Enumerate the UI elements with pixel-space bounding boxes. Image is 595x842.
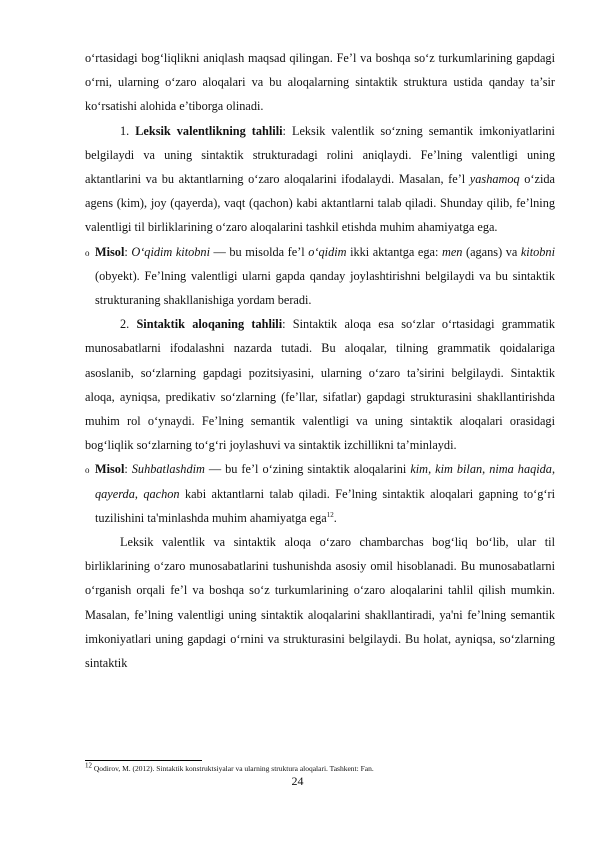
footnote-number: 12 bbox=[85, 761, 92, 770]
example-label: Misol bbox=[95, 244, 125, 259]
example-word: kim bbox=[410, 462, 429, 477]
footnote-reference[interactable]: 12 bbox=[326, 510, 334, 519]
separator: , bbox=[134, 486, 144, 501]
text-run: ikki aktantga ega: bbox=[346, 244, 442, 259]
text-run: — bu misolda fe’l bbox=[210, 244, 309, 259]
example-word: yashamoq bbox=[469, 172, 520, 187]
example-phrase: Suhbatlashdim bbox=[131, 462, 205, 477]
list-item-text: : Leksik valentlik so‘zning semantik imkoniyatlarini belgilaydi va uning sintaktik strukturadagi rolini aniqlaydi. Fe’lning valentligi uning aktantlarini va bu aktantlarning o‘zaro aloqalarini ifodalaydi. Masalan, fe’l bbox=[85, 123, 555, 187]
list-item-title: Leksik valentlikning tahlili bbox=[135, 123, 283, 138]
footnote-text: Qodirov, M. (2012). Sintaktik konstruktsiyalar va ularning struktura aloqalari. Tashkent: Fan. bbox=[92, 764, 374, 773]
text-run: . bbox=[333, 510, 337, 525]
example-phrase: O‘qidim kitobni bbox=[131, 244, 210, 259]
example-label: Misol bbox=[95, 462, 125, 477]
separator: , bbox=[551, 462, 556, 477]
list-item-2 bbox=[85, 312, 555, 457]
list-item-text: : Sintaktik aloqa esa so‘zlar o‘rtasidagi grammatik munosabatlarni ifodalashni nazarda tutadi. Bu aloqalar, tilning grammatik qoidalariga asoslanib, so‘zlarning gapdagi pozitsiyasini, ularning o‘zaro ta’sirini belgilaydi. Sintaktik aloqa, ayniqsa, predikativ so‘zlarning (fe’llar, sifatlar) gapdagi strukturasini shakllantirishda muhim rol o‘ynaydi. Fe’lning semantik valentligi va uning sintaktik aloqalari orasidagi bog‘liqlik so‘zlarning to‘g‘ri joylashuvi va sintaktik izchillikni ta’minlaydi. bbox=[85, 317, 555, 453]
example-word: o‘qidim bbox=[308, 244, 347, 259]
separator: , bbox=[482, 462, 490, 477]
bullet-icon: o bbox=[85, 247, 90, 258]
list-number: 1. bbox=[120, 123, 130, 138]
list-item-title: Sintaktik aloqaning tahlili bbox=[136, 317, 283, 332]
paragraph-intro-continued: o‘rtasidagi bog‘liqlikni aniqlash maqsad qilingan. Fe’l va boshqa so‘z turkumlarining gapdagi o‘rni, ularning o‘zaro aloqalari va bu aloqalarning sintaktik struktura ustida qanday ta’sir ko‘rsatishi alohida e’tiborga olinadi. bbox=[85, 51, 555, 114]
example-word: kim bilan bbox=[435, 462, 483, 477]
example-block-1 bbox=[85, 240, 555, 313]
text-run: — bu fe’l o‘zining sintaktik aloqalarini bbox=[204, 462, 411, 477]
example-word: kitobni bbox=[520, 244, 555, 259]
list-item-text-cont: o‘zida agens (kim), joy (qayerda), vaqt (qachon) kabi aktantlarni talab qiladi. Shunday qilib, fe’lning valentligi til birliklarining o‘zaro aloqalarini tashkil etishda muhim ahamiyatga ega. bbox=[85, 172, 555, 235]
text-run: (obyekt). Fe’lning valentligi ularni gapda qanday joylashtirishni belgilaydi va bu sintaktik strukturaning shakllanishiga yordam beradi. bbox=[95, 268, 555, 308]
paragraph-conclusion: Leksik valentlik va sintaktik aloqa o‘zaro chambarchas bog‘liq bo‘lib, ular til birliklarining o‘zaro munosabatlarini tushunishda asosiy omil hisoblanadi. Bu munosabatlarni o‘rganish orqali fe’l va boshqa so‘z turkumlarining o‘zaro aloqalarini tahlil qilish mumkin. Masalan, fe’lning valentligi uning sintaktik aloqalarini shakllantiradi, ya'ni fe’lning semantik imkoniyatlari uning gapdagi o‘rnini va strukturasini belgilaydi. Bu holat, ayniqsa, so‘zlarning sintaktik bbox=[85, 535, 555, 671]
example-word: nima haqida bbox=[489, 462, 552, 477]
example-text bbox=[95, 457, 555, 530]
example-word: men bbox=[441, 244, 463, 259]
colon: : bbox=[124, 462, 132, 477]
example-text bbox=[95, 240, 555, 313]
bullet-icon: o bbox=[85, 465, 90, 476]
example-word: qachon bbox=[143, 486, 180, 501]
footnote bbox=[85, 761, 555, 774]
page-number: 24 bbox=[291, 774, 304, 788]
footnote-divider bbox=[85, 760, 202, 761]
text-run: (agans) va bbox=[462, 244, 521, 259]
text-run: kabi aktantlarni talab qiladi. Fe’lning sintaktik aloqalari gapning to‘g‘ri tuzilishini ta'minlashda muhim ahamiyatga ega bbox=[95, 486, 555, 525]
example-block-2 bbox=[85, 457, 555, 530]
separator: , bbox=[428, 462, 436, 477]
list-number: 2. bbox=[120, 317, 130, 332]
colon: : bbox=[124, 244, 132, 259]
list-item-1 bbox=[85, 119, 555, 240]
example-word: qayerda bbox=[95, 486, 135, 501]
document-body bbox=[85, 46, 555, 675]
